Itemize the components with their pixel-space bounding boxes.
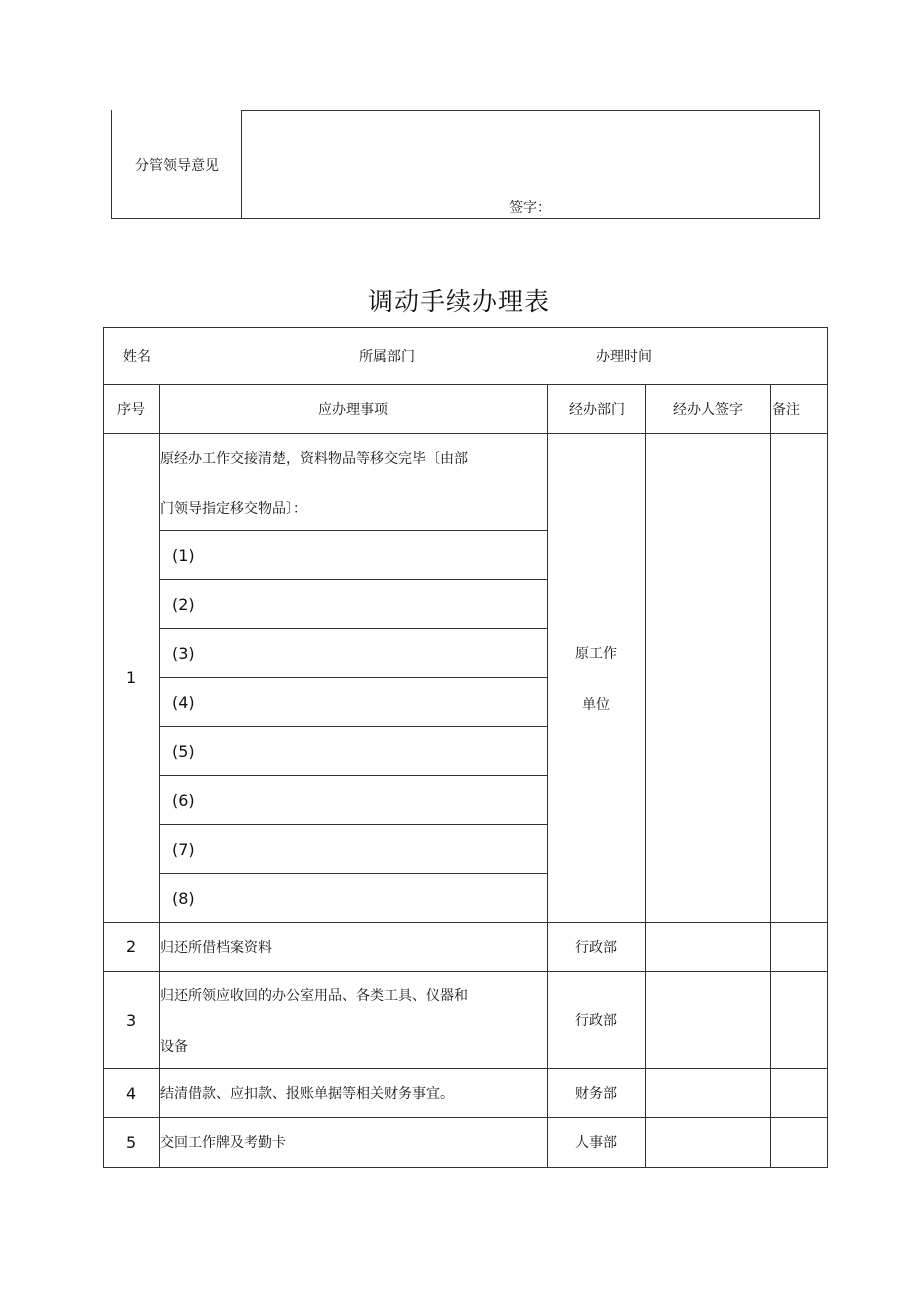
col-signer-divider: [770, 384, 771, 1168]
subitem-line-1: [159, 579, 548, 580]
row1-dept-line1: 原工作: [575, 646, 617, 662]
subitem-line-6: [159, 824, 548, 825]
row1-remark-cell[interactable]: [772, 435, 826, 921]
top-bottom-border: [111, 218, 820, 219]
row4-signer-cell[interactable]: [647, 1070, 769, 1116]
row1-dept-line2: 单位: [582, 697, 610, 713]
row5-remark-cell[interactable]: [772, 1119, 826, 1166]
subitem-line-2: [159, 628, 548, 629]
name-label: 姓名: [123, 349, 151, 365]
row4-remark-cell[interactable]: [772, 1070, 826, 1116]
row1-bottom-line: [103, 922, 828, 923]
row4-item: 结清借款、应扣款、报账单据等相关财务事宜。: [160, 1086, 454, 1102]
row1-item-line2: 门领导指定移交物品〕：: [160, 501, 307, 517]
row3-item-line1: 归还所领应收回的办公室用品、各类工具、仪器和: [160, 988, 468, 1004]
col-header-remark: 备注: [772, 402, 800, 418]
col-header-seq: 序号: [117, 402, 145, 418]
row4-dept: 财务部: [575, 1086, 617, 1102]
row1-subitem-1[interactable]: (1): [172, 546, 195, 565]
time-label: 办理时间: [596, 349, 652, 365]
row3-seq: 3: [126, 1011, 137, 1030]
row1-item-line1: 原经办工作交接清楚，资料物品等移交完毕〔由部: [160, 451, 468, 467]
header-row-line: [103, 384, 828, 385]
row1-signer-cell[interactable]: [647, 435, 769, 921]
department-label: 所属部门: [359, 349, 415, 365]
top-right-border: [819, 110, 820, 219]
row2-item: 归还所借档案资料: [160, 940, 272, 956]
department-field[interactable]: [420, 333, 590, 379]
row5-seq: 5: [126, 1133, 137, 1152]
column-header-line: [103, 433, 828, 434]
row2-remark-cell[interactable]: [772, 924, 826, 970]
row5-signer-cell[interactable]: [647, 1119, 769, 1166]
col-item-divider: [547, 384, 548, 1168]
table-bottom-border: [103, 1167, 828, 1168]
top-top-border: [241, 110, 820, 111]
signature-label: 签字：: [509, 200, 551, 216]
subitem-line-3: [159, 677, 548, 678]
col-header-signer: 经办人签字: [673, 402, 743, 418]
row4-bottom-line: [103, 1117, 828, 1118]
leader-opinion-label: 分管领导意见: [135, 158, 219, 174]
name-field[interactable]: [155, 333, 350, 379]
row1-subitem-7[interactable]: (7): [172, 840, 195, 859]
table-top-border: [103, 327, 828, 328]
top-divider: [241, 110, 242, 219]
row1-subitem-6[interactable]: (6): [172, 791, 195, 810]
top-left-border: [111, 110, 112, 219]
row2-signer-cell[interactable]: [647, 924, 769, 970]
form-title: 调动手续办理表: [368, 287, 551, 316]
row1-subitem-4[interactable]: (4): [172, 693, 195, 712]
row3-remark-cell[interactable]: [772, 973, 826, 1067]
row3-signer-cell[interactable]: [647, 973, 769, 1067]
row1-subitem-2[interactable]: (2): [172, 595, 195, 614]
row4-seq: 4: [126, 1084, 137, 1103]
col-dept-divider: [645, 384, 646, 1168]
col-header-item: 应办理事项: [318, 402, 388, 418]
row2-bottom-line: [103, 971, 828, 972]
time-field[interactable]: [656, 333, 822, 379]
row1-subitem-5[interactable]: (5): [172, 742, 195, 761]
row3-bottom-line: [103, 1068, 828, 1069]
row2-seq: 2: [126, 937, 137, 956]
table-right-border: [827, 327, 828, 1168]
row1-subitem-8[interactable]: (8): [172, 889, 195, 908]
row3-dept: 行政部: [575, 1013, 617, 1029]
table-left-border: [103, 327, 104, 1168]
subitem-line-7: [159, 873, 548, 874]
subitem-line-4: [159, 726, 548, 727]
row1-seq: 1: [126, 668, 137, 687]
col-header-dept: 经办部门: [569, 402, 625, 418]
subitem-line-0: [159, 530, 548, 531]
subitem-line-5: [159, 775, 548, 776]
row3-item-line2: 设备: [160, 1039, 188, 1055]
row5-item: 交回工作牌及考勤卡: [160, 1135, 286, 1151]
row5-dept: 人事部: [575, 1135, 617, 1151]
row2-dept: 行政部: [575, 940, 617, 956]
row1-subitem-3[interactable]: (3): [172, 644, 195, 663]
